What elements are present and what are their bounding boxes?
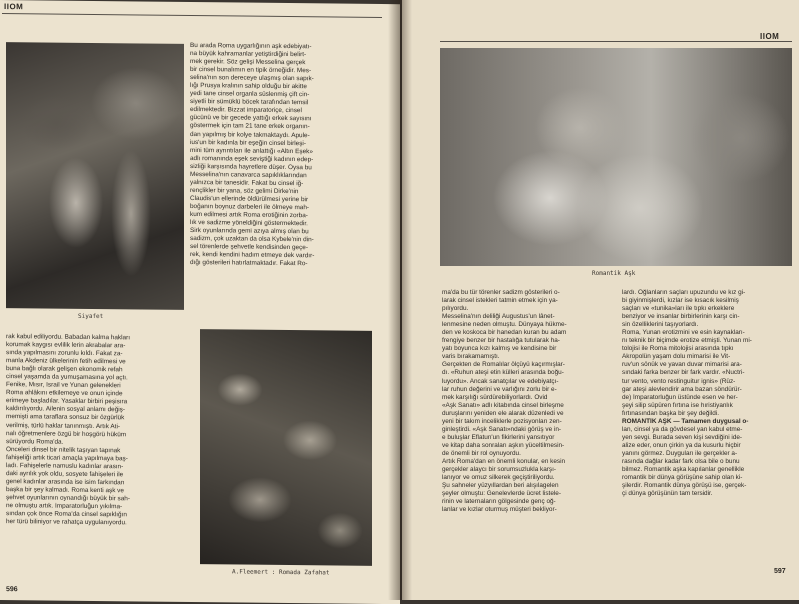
text-line: fahişeliği artık ticari amaçla yapılmaya baş- <box>6 453 128 463</box>
text-line: Şu sahneler yüzyıllardan beri alışılagelen <box>442 482 559 490</box>
text-line: lar ruhun değerini ve varlığını zorlu bir e- <box>442 385 557 393</box>
text-line: şilerdir. Romantik dünya görüşü ise, gerçek- <box>622 482 747 490</box>
text-line: Fenike, Mısır, İsrail ve Yunan gelenekleri <box>6 381 121 390</box>
right-page-header: IIOM <box>760 32 780 41</box>
text-line: boğanın boynuz darbeleri ile ölmeye mah- <box>190 202 310 212</box>
text-line: memişti ama taraflara sonsuz bir özgürlük <box>6 413 125 422</box>
text-line: yanını görmez. Duyguları ile gerçekler a- <box>622 449 738 457</box>
painting-photo-bottom <box>200 329 372 566</box>
text-line: edilmektedir. Bizzat imparatoriçe, cinsel <box>190 106 302 115</box>
text-line: bilmez. Romantik aşka kapılanlar genellikle <box>622 466 745 474</box>
left-page-text-column-left <box>6 333 186 528</box>
text-line: Roma, Yunan erotizmini ve esin kaynakları- <box>622 329 745 337</box>
text-line: fırtınasından başka bir şey değildi. <box>622 409 719 417</box>
text-line: verilmiş, türlü haklar tanınmıştı. Artık Ati- <box>6 421 120 430</box>
text-line: ve kitap daha sonraları aşkın yüceltilmesin- <box>442 441 565 449</box>
text-line: cinsel yaşamda da yumuşamasına yol açtı. <box>6 373 128 382</box>
text-line: yatı boyunca kızı kalmış ve kendisine bir <box>442 345 557 353</box>
text-line: Bu arada Roma uygarlığının aşk edebiyatı- <box>190 41 312 51</box>
text-line: rençlikler bir yana, söz gelimi Dirke'nin <box>190 186 299 195</box>
text-line: selina'nın son dereceye ulaşmış olan sapık- <box>190 74 314 83</box>
text-line: başka bir şey kalmadı. Roma kenti aşk ve <box>6 485 124 495</box>
text-line: rinin ve laternaların gölgesinde genç oğ- <box>442 498 556 506</box>
text-line: benziyor ve insanlar birbirlerinin karşı cin- <box>622 313 740 321</box>
photo-caption: Romantik Aşk <box>592 270 636 277</box>
left-page-header: IIOM <box>4 2 24 12</box>
photo-caption-bottom: A.Fleemert : Romada Zafahat <box>232 568 330 577</box>
text-line: sizliği karşısında hayretlere düşer. Oysa bu <box>190 162 312 171</box>
text-line: kum edilmesi artık Roma erotiğinin zorba- <box>190 210 308 220</box>
text-line: rek, kendi kendini hadım etmeye dek vardır- <box>190 251 315 260</box>
text-line: sel törenlerde şehvetle kendisinden geçe- <box>190 243 308 252</box>
text-line: Messelina'nın canavarca sapıklıklarından <box>190 170 307 179</box>
text-line: mek gerekir. Söz gelişi Messelina gerçek <box>190 58 306 67</box>
text-line: bi giyinmişlerdi, kızlar ise kısacık kesilmiş <box>622 297 739 305</box>
left-page-text-column-right <box>190 42 371 269</box>
text-line: ius'un bir kadınla bir eşeğin cinsel birleşi- <box>190 138 306 147</box>
text-line: dan yapılmış bir kolye takmaktaydı. Apule- <box>190 130 310 139</box>
text-line: saçları ve «tunika»ları ile tıpkı erkeklere <box>622 305 735 313</box>
text-line: «Aşk Sanatı» adlı kitabında cinsel birleşme <box>442 401 564 409</box>
photo-caption-top: Siyafet <box>78 312 104 321</box>
text-line: e buluşlar Eflatun'un fikirlerini yansıtıyor <box>442 433 555 441</box>
text-line: erimeye başladılar. Yasaklar birbiri peşisıra <box>6 397 128 406</box>
text-line: lanlar ve kızlar oturmuş müşteri bekliyor- <box>442 506 557 514</box>
text-line: tolojisi ile Roma mitolojisi arasında tıpkı <box>622 345 734 353</box>
text-line: yedi tane cinsel organla süslenmiş çift cin- <box>190 90 310 99</box>
text-line: dı. «Ruhun ateşi etin külleri arasında boğu- <box>442 369 564 377</box>
text-line: lık ve sadizme yöneldiğini göstermektedir. <box>190 219 308 228</box>
text-line: yen sevgi. Burada seven kişi sevdiğini ide- <box>622 433 743 441</box>
text-line: lenmesine neden olmuştu. Dünyaya hükme- <box>442 321 567 329</box>
text-line: duruşlarını yeniden ele alarak düzenledi ve <box>442 409 564 417</box>
text-line: sındaki farka benzer bir fark vardır. «Nuctri- <box>622 369 745 377</box>
text-line: Önceleri dinsel bir nitelik taşıyan tapınak <box>6 445 121 454</box>
text-line: dığı gösterileri hatırlatmaktadır. Fakat Ro- <box>190 259 308 268</box>
header-rule <box>2 13 382 18</box>
text-line: genel kadınlar arasında ise isim farkından <box>6 477 125 487</box>
text-line: frengiye benzer bir hastalığa tutularak ha- <box>442 337 560 345</box>
text-line: den ve koskoca bir hanedan kuran bu adam <box>442 329 567 337</box>
text-line: manla Akdeniz ülkelerinin fetih edilmesi ve <box>6 357 126 366</box>
text-line: gücünü ve bir gecede yattığı erkek sayısını <box>190 114 312 123</box>
text-line: sürüyordu Roma'da. <box>6 437 64 446</box>
text-line: gerçekler alaycı bir sorumsuzlukla karşı- <box>442 466 557 474</box>
text-line: Sirk oyunlarında gemi azıya almış olan bu <box>190 227 309 236</box>
text-line: adlı romanında eşek sevişti̇ği kadının edep- <box>190 154 314 163</box>
section-heading-line: ROMANTİK AŞK — Tamamen duygusal o- <box>622 417 749 425</box>
text-line: ladı. Fahişelerle namuslu kadınlar arasın- <box>6 461 124 471</box>
text-line: Claudis'un ellerinde öldürülmesi yerine bir <box>190 194 309 204</box>
text-line: ginleştirdi. «Aşk Sanatı»ndaki görüş ve in- <box>442 425 562 433</box>
text-line: pılıyordu. <box>442 305 469 313</box>
text-line: bir cinsel bunalımın en tipik örneğidir. Mes- <box>190 66 312 75</box>
text-line: larak cinsel istekleri tatmin etmek için ya- <box>442 297 558 305</box>
text-line: na büyük kahramanlar yetiştirdiğini belirt- <box>190 50 307 59</box>
text-line: kaldırılıyordu. Ailenin sosyal anlamı değiş- <box>6 405 125 414</box>
header-rule <box>440 41 792 42</box>
text-line: Akropolün yaşam dolu mimarisi ile Vit- <box>622 353 731 361</box>
text-line: romantik bir dünya görüşüne sahip olan ki- <box>622 474 743 482</box>
text-line: ne olmuştu artık. İmparatorluğun yıkılma- <box>6 502 123 511</box>
romantic-couple-photo <box>440 48 792 266</box>
text-line: korumak kaygısı evlilik lerin akrabalar ara- <box>6 341 126 350</box>
text-line: ruv'un sönük ve yavan duvar mimarisi ara- <box>622 361 742 369</box>
text-line: sin özelliklerini taşıyorlardı. <box>622 321 699 329</box>
text-line: mek karşılığı sürdürebiliyorlardı. Ovid <box>442 393 548 401</box>
text-line: rasında dağlar kadar fark olsa bile o bunu <box>622 457 740 465</box>
text-line: sadizm, çok uzaktan da olsa Kybele'nin din- <box>190 235 314 244</box>
text-line: Gerçekten de Romalılar ölçüyü kaçırmışlar- <box>442 361 565 369</box>
text-line: daki ayrılık yok oldu, sosyete fahişeleri ile <box>6 469 124 479</box>
text-line: siyetli bir sümüklü böcek tarafından temsil <box>190 98 309 107</box>
page-number-left: 596 <box>6 586 18 594</box>
text-line: Messelina'nın deliliği Augustus'un lânet- <box>442 313 555 321</box>
right-page <box>402 0 799 600</box>
text-line: alize eder, onun çirkin ya da kusurlu hiçbir <box>622 441 741 449</box>
text-line: şeyi silip süpüren fırtına ise hıristiyanlık <box>622 401 733 409</box>
text-line: lardı. Oğlanların saçları upuzundu ve kız gi- <box>622 289 746 296</box>
painting-photo-top <box>6 42 184 310</box>
text-line: çi dünya görüşünün tam tersidir. <box>622 490 713 498</box>
text-line: lan, cinsel ya da gövdesel yan kabul etme- <box>622 425 743 433</box>
text-line: şeyler olmuştu: Genelevlerde ücret listele- <box>442 490 561 498</box>
text-line: lanıyor ve omuz silkerek geçiştiriliyordu. <box>442 474 555 482</box>
text-line: nı teknik bir biçimde erotize etmişti. Yunan mi- <box>622 337 752 345</box>
text-line: nalı öğretmenlere özgü bir hoşgörü hüküm <box>6 429 127 438</box>
text-line: yeni bir takım inceliklerle pozisyonları zen- <box>442 417 562 425</box>
text-line: sından çok önce Roma'da cinsel sapıklığın <box>6 510 127 519</box>
text-line: luyordu». Ancak sanatçılar ve edebiyatçı- <box>442 377 559 385</box>
right-page-text-column-left <box>442 289 612 514</box>
text-line: göstermek için tam 21 tane erkek organın- <box>190 122 310 131</box>
book-gutter <box>388 0 412 600</box>
text-line: de önemli bir rol oynuyordu. <box>442 449 521 457</box>
text-line: Roma ahlâkını etkilemeye ve onun içinde <box>6 389 123 398</box>
right-page-text-column-right <box>622 289 792 498</box>
text-line: her türü biliniyor ve rahatça uygulanıyordu. <box>6 518 127 527</box>
text-line: şehvet oyunlarının oynandığı büyük bir sah- <box>6 494 130 503</box>
text-line: de) İmparatorluğun üstünde esen ve her- <box>622 393 738 401</box>
text-line: varis bırakamamıştı. <box>442 353 500 361</box>
text-line: Artık Roma'dan en önemli konular, en kesin <box>442 457 566 465</box>
text-line: yalnızca bir tanesidir. Fakat bu cinsel iğ- <box>190 178 304 187</box>
text-line: ma'da bu tür törenler sadizm gösterileri o- <box>442 289 560 296</box>
page-number-right: 597 <box>774 568 786 575</box>
text-line: tur vento, vento restinguitur ignis» (Rüz- <box>622 377 736 385</box>
text-line: mini tüm ayrıntıları ile anlattığı «Altın Eşek» <box>190 146 313 155</box>
text-line: rak kabul ediliyordu. Babadan kalma hakları <box>6 333 130 342</box>
text-line: sında yapılmasını zorunlu kıldı. Fakat za- <box>6 349 123 358</box>
text-line: lığı Prusya kralının sahip olduğu bir akitte <box>190 82 307 91</box>
text-line: buna bağlı olarak gelişen ekonomik refah <box>6 365 123 374</box>
text-line: gar ateşi alevlendirir ama bazan söndürür- <box>622 385 742 393</box>
